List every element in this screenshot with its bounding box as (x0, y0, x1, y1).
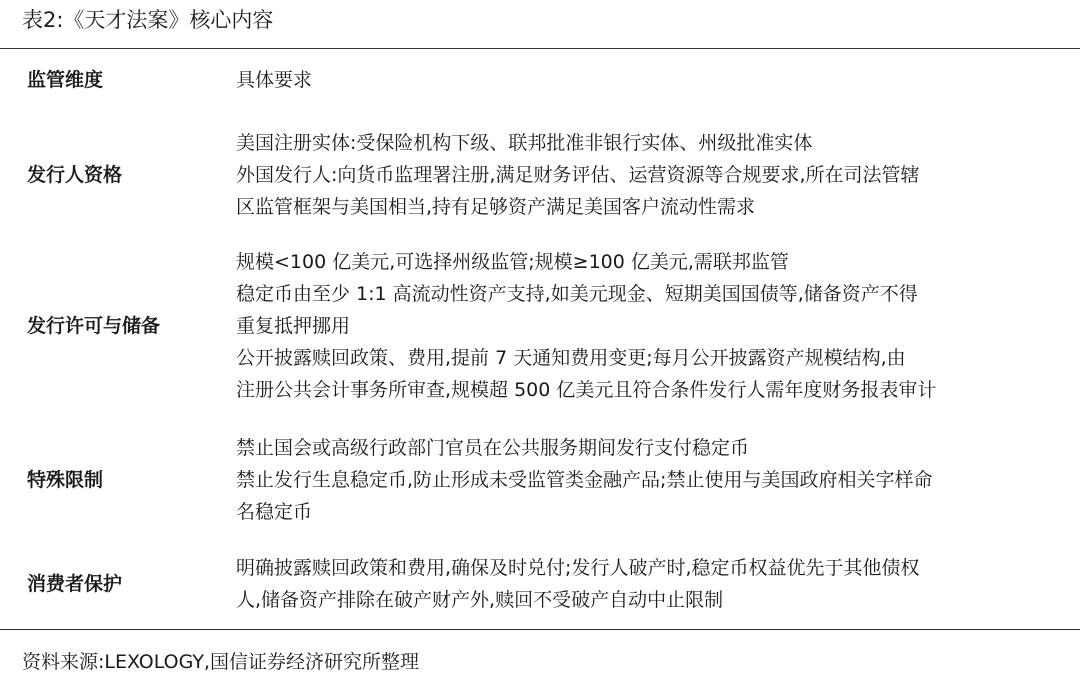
requirement-line: 区监管框架与美国相当,持有足够资产满足美国客户流动性需求 (236, 196, 756, 218)
table-title: 表2:《天才法案》核心内容 (22, 8, 274, 32)
requirement-line: 规模<100 亿美元,可选择州级监管;规模≥100 亿美元,需联邦监管 (236, 251, 789, 273)
source-note: 资料来源:LEXOLOGY,国信证券经济研究所整理 (22, 651, 420, 673)
requirement-line: 美国注册实体:受保险机构下级、联邦批准非银行实体、州级批准实体 (236, 132, 813, 154)
top-rule (0, 48, 1080, 49)
bottom-rule (0, 629, 1080, 630)
requirement-line: 公开披露赎回政策、费用,提前 7 天通知费用变更;每月公开披露资产规模结构,由 (236, 347, 906, 369)
requirement-line: 禁止国会或高级行政部门官员在公共服务期间发行支付稳定币 (236, 437, 750, 459)
row-label-issuer-qualification: 发行人资格 (27, 164, 123, 186)
requirement-line: 禁止发行生息稳定币,防止形成未受监管类金融产品;禁止使用与美国政府相关字样命 (236, 469, 933, 491)
requirement-line: 人,储备资产排除在破产财产外,赎回不受破产自动中止限制 (236, 589, 724, 611)
requirement-line: 稳定币由至少 1:1 高流动性资产支持,如美元现金、短期美国国债等,储备资产不得 (236, 283, 918, 305)
row-content-consumer-protection (236, 552, 1066, 616)
row-content-issuer-qualification (236, 127, 1066, 223)
row-label-special-restrictions: 特殊限制 (27, 469, 104, 491)
requirement-line: 注册公共会计事务所审查,规模超 500 亿美元且符合条件发行人需年度财务报表审计 (236, 379, 937, 401)
requirement-line: 外国发行人:向货币监理署注册,满足财务评估、运营资源等合规要求,所在司法管辖 (236, 164, 920, 186)
row-content-license-reserve (236, 246, 1066, 406)
row-label-license-reserve: 发行许可与储备 (27, 315, 161, 337)
header-requirements: 具体要求 (236, 69, 313, 91)
header-dimension: 监管维度 (27, 69, 104, 91)
requirement-line: 重复抵押挪用 (236, 315, 351, 337)
requirement-line: 名稳定币 (236, 501, 313, 523)
row-content-special-restrictions (236, 432, 1066, 528)
row-label-consumer-protection: 消费者保护 (27, 573, 123, 595)
requirement-line: 明确披露赎回政策和费用,确保及时兑付;发行人破产时,稳定币权益优先于其他债权 (236, 557, 920, 579)
